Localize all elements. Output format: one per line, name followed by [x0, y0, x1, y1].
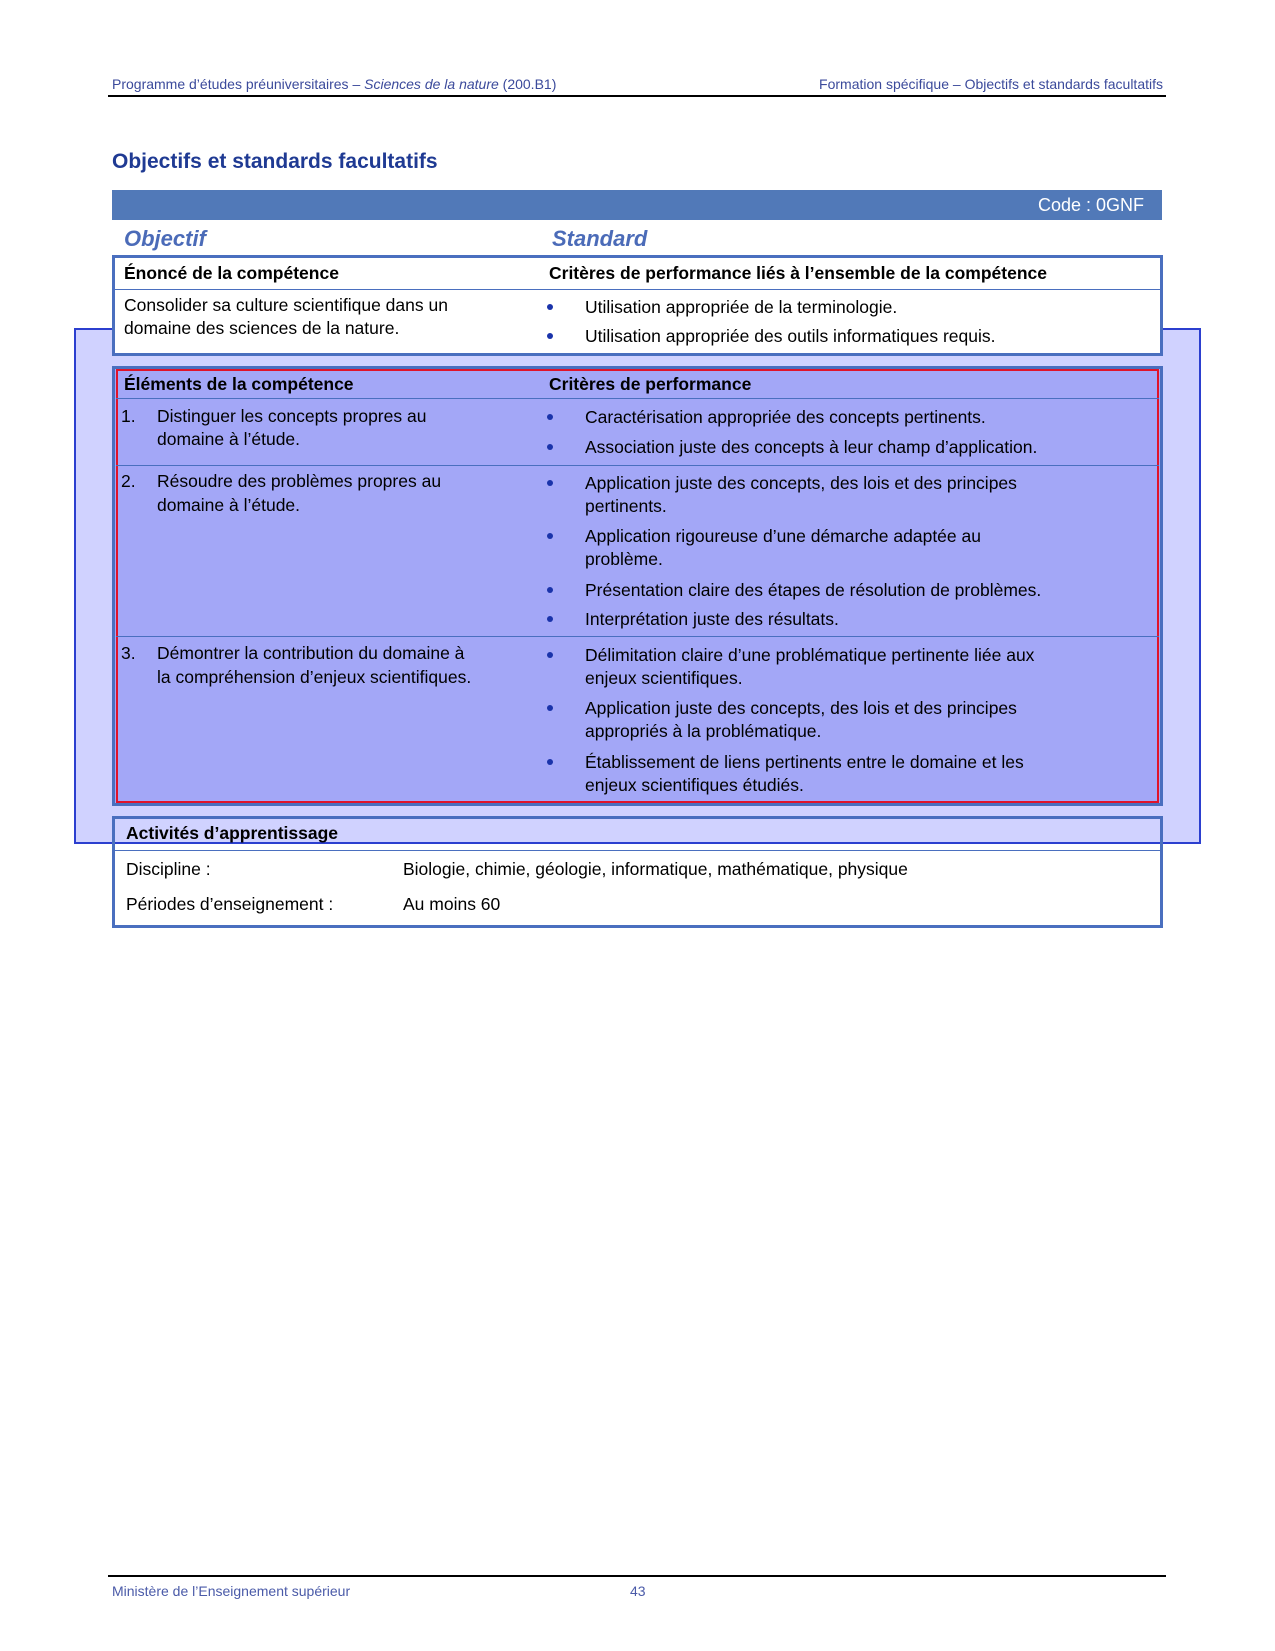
element-text-line1: Résoudre des problèmes propres au: [157, 471, 442, 491]
competence-divider: [115, 289, 1160, 290]
periods-label: Périodes d’enseignement :: [126, 894, 334, 914]
column-heading-standard: Standard: [552, 226, 648, 251]
discipline-value: Biologie, chimie, géologie, informatique, mathématique, physique: [403, 859, 908, 879]
code-bar: [112, 190, 1162, 220]
bullet-icon: [547, 616, 553, 622]
header-program-code: (200.B1): [498, 76, 557, 92]
header-rule: [108, 95, 1166, 97]
global-criterion: Utilisation appropriée de la terminologie.: [585, 297, 898, 317]
running-header-right: Formation spécifique – Objectifs et standards facultatifs: [819, 76, 1163, 92]
performance-criterion-cont: pertinents.: [585, 496, 667, 516]
statement-text-line1: Consolider sa culture scientifique dans un: [124, 295, 448, 315]
page-title: Objectifs et standards facultatifs: [112, 150, 438, 173]
element-number: 1.: [121, 406, 136, 426]
column-heading-objective: Objectif: [124, 226, 206, 251]
performance-criterion: Interprétation juste des résultats.: [585, 609, 839, 629]
performance-criterion: Application rigoureuse d’une démarche adaptée au: [585, 526, 981, 546]
bullet-icon: [547, 304, 553, 310]
element-row-divider: [116, 465, 1159, 466]
performance-criterion-cont: appropriés à la problématique.: [585, 721, 822, 741]
header-prefix: Programme d’études préuniversitaires –: [112, 76, 365, 92]
bullet-icon: [547, 414, 553, 420]
element-number: 3.: [121, 643, 136, 663]
performance-criterion: Application juste des concepts, des lois et des principes: [585, 473, 1017, 493]
element-text-line2: la compréhension d’enjeux scientifiques.: [157, 667, 472, 687]
discipline-label: Discipline :: [126, 859, 211, 879]
activities-heading: Activités d’apprentissage: [126, 823, 339, 843]
performance-criterion: Établissement de liens pertinents entre le domaine et les: [585, 752, 1024, 772]
performance-criterion: Caractérisation appropriée des concepts pertinents.: [585, 407, 986, 427]
page-number: 43: [630, 1583, 646, 1599]
performance-criterion: Association juste des concepts à leur champ d’application.: [585, 437, 1038, 457]
element-row-divider: [116, 636, 1159, 637]
performance-criterion-cont: problème.: [585, 549, 663, 569]
course-code: Code : 0GNF: [1037, 195, 1144, 215]
activities-divider: [115, 850, 1160, 851]
element-text-line2: domaine à l’étude.: [157, 495, 301, 515]
performance-criterion: Présentation claire des étapes de résolution de problèmes.: [585, 580, 1042, 600]
bullet-icon: [547, 759, 553, 765]
footer-ministry: Ministère de l’Enseignement supérieur: [112, 1583, 351, 1599]
bullet-icon: [547, 444, 553, 450]
performance-criterion: Délimitation claire d’une problématique pertinente liée aux: [585, 645, 1035, 665]
criteria-heading: Critères de performance liés à l’ensemble de la compétence: [549, 263, 1047, 283]
periods-value: Au moins 60: [403, 894, 501, 914]
global-criterion: Utilisation appropriée des outils informatiques requis.: [585, 326, 996, 346]
bullet-icon: [547, 533, 553, 539]
bullet-icon: [547, 652, 553, 658]
bullet-icon: [547, 705, 553, 711]
statement-text-line2: domaine des sciences de la nature.: [124, 318, 400, 338]
elements-heading: Éléments de la compétence: [124, 374, 354, 394]
bullet-icon: [547, 480, 553, 486]
running-header-left: [112, 76, 556, 92]
element-text-line1: Distinguer les concepts propres au: [157, 406, 427, 426]
performance-criterion-cont: enjeux scientifiques.: [585, 668, 743, 688]
element-number: 2.: [121, 471, 136, 491]
element-text-line2: domaine à l’étude.: [157, 429, 301, 449]
bullet-icon: [547, 587, 553, 593]
header-program-name: Sciences de la nature: [364, 76, 499, 92]
performance-criterion-cont: enjeux scientifiques étudiés.: [585, 775, 804, 795]
performance-criterion: Application juste des concepts, des lois et des principes: [585, 698, 1017, 718]
elements-criteria-heading: Critères de performance: [549, 374, 752, 394]
elements-heading-divider: [116, 398, 1159, 399]
element-text-line1: Démontrer la contribution du domaine à: [157, 643, 465, 663]
bullet-icon: [547, 333, 553, 339]
statement-heading: Énoncé de la compétence: [124, 263, 339, 283]
footer-rule: [108, 1575, 1166, 1577]
